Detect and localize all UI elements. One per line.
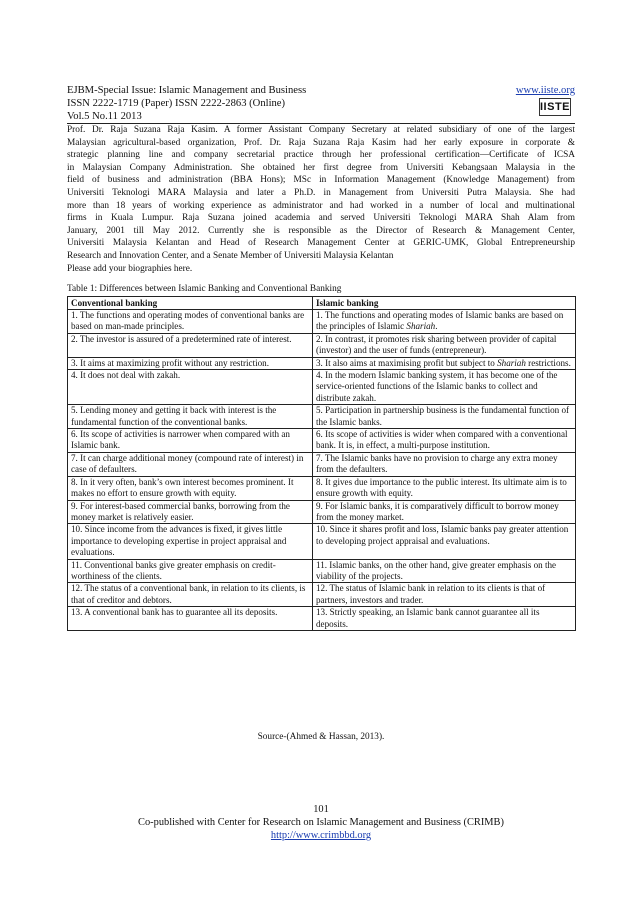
cell-conventional: 10. Since income from the advances is fixed, it gives little importance to developing expertise in project appraisal and evaluations.: [68, 524, 313, 559]
table-row: [68, 370, 576, 405]
cell-islamic: [313, 559, 576, 583]
cell-islamic: [313, 429, 576, 453]
table-row: [68, 310, 576, 334]
journal-title: EJBM-Special Issue: Islamic Management and Business: [67, 85, 307, 96]
table-row: [68, 500, 576, 524]
table-row: [68, 333, 576, 357]
cell-conventional: 3. It aims at maximizing profit without any restriction.: [68, 357, 313, 369]
cell-islamic-text: 2. In contrast, it promotes risk sharing between provider of capital (investor) and the user of funds (entrepreneur).: [316, 333, 557, 356]
cell-islamic: [313, 607, 576, 631]
bio-line: Malaysian agricultural-based organization, Prof. Dr. Raja Suzana Raja Kasim had her early exposure in corporate &: [67, 137, 575, 148]
cell-islamic: [313, 476, 576, 500]
cell-islamic: [313, 333, 576, 357]
cell-islamic-text: 9. For Islamic banks, it is comparatively difficult to borrow money from the money market.: [316, 500, 559, 522]
author-biography: [67, 124, 575, 275]
cell-islamic-text: 11. Islamic banks, on the other hand, give greater emphasis on the viability of the projects.: [316, 559, 557, 581]
copublished-note: Co-published with Center for Research on Islamic Management and Business (CRIMB): [138, 817, 504, 828]
table-row: [68, 524, 576, 559]
table-row: [68, 559, 576, 583]
header-conventional: Conventional banking: [68, 297, 313, 310]
comparison-table: [67, 296, 576, 631]
shariah-term: Shariah: [497, 357, 526, 368]
header-islamic: Islamic banking: [313, 297, 576, 310]
bio-line: January, 2001 till May 2012. Currently she is responsible as the Director of Research & Management Center,: [67, 225, 575, 236]
cell-islamic-text: 7. The Islamic banks have no provision to charge any extra money from the defaulters.: [316, 452, 558, 475]
bio-line: field of business and administration (BBA Hons); MSc in Information Management (Knowledge Management) from: [67, 175, 575, 186]
cell-conventional: 7. It can charge additional money (compound rate of interest) in case of defaulters.: [68, 452, 313, 476]
cell-islamic-text: 6. Its scope of activities is wider when compared with a conventional bank. It is, in effect, a multi-purpose institution.: [316, 429, 568, 451]
bio-line: in Malaysian Company Administration. She obtained her first degree from Universiti Kebangsaan Malaysia in the: [67, 162, 575, 173]
page-footer: [67, 803, 575, 842]
cell-conventional: 12. The status of a conventional bank, in relation to its clients, is that of creditor and debtors.: [68, 583, 313, 607]
bio-line: Please add your biographies here.: [67, 263, 193, 274]
cell-islamic: [313, 452, 576, 476]
cell-conventional: 2. The investor is assured of a predetermined rate of interest.: [68, 333, 313, 357]
bio-line: Universiti Malaysia Kelantan and Head of Research Management Center at GERIC-UMK, Global Entrepreneurship: [67, 238, 575, 249]
cell-islamic: [313, 357, 576, 369]
cell-conventional: 9. For interest-based commercial banks, borrowing from the money market is relatively easier.: [68, 500, 313, 524]
table-row: [68, 405, 576, 429]
bio-line: Prof. Dr. Raja Suzana Raja Kasim. A former Assistant Company Secretary at related subsidiary of one of the largest: [67, 125, 575, 135]
cell-islamic-text: 10. Since it shares profit and loss, Islamic banks pay greater attention to developing project appraisal and evaluations.: [316, 524, 569, 546]
cell-islamic: [313, 583, 576, 607]
crimb-link[interactable]: http://www.crimbbd.org: [270, 830, 372, 841]
shariah-term: Shariah: [406, 321, 436, 332]
bio-line: Universiti Teknologi MARA Malaysia and later a Ph.D. in Management from Universiti Putra Malaysia. She had: [67, 187, 575, 198]
cell-conventional: 4. It does not deal with zakah.: [68, 370, 313, 405]
cell-islamic-text: 5. Participation in partnership business is the fundamental function of the Islamic banks.: [316, 405, 570, 427]
cell-conventional: 13. A conventional bank has to guarantee all its deposits.: [68, 607, 313, 631]
cell-islamic-text: 13. Strictly speaking, an Islamic bank cannot guarantee all its deposits.: [316, 607, 540, 629]
cell-islamic-text: 4. In the modern Islamic banking system, it has become one of the service-oriented functions of the Islamic banks to collect and distribute zakah.: [316, 370, 558, 403]
cell-islamic-text: 8. It gives due importance to the public interest. Its ultimate aim is to ensure growth with equity.: [316, 476, 567, 499]
page-number: 101: [313, 804, 329, 815]
cell-islamic-text: 12. The status of Islamic bank in relation to its clients is that of partners, investors and trader.: [316, 583, 546, 605]
cell-islamic: [313, 370, 576, 405]
cell-conventional: 11. Conventional banks give greater emphasis on credit-worthiness of the clients.: [68, 559, 313, 583]
cell-islamic: [313, 524, 576, 559]
bio-line: strategic planning line and company secretarial practice through her professional certification—Certificate of ICSA: [67, 150, 575, 161]
table-source: Source-(Ahmed & Hassan, 2013).: [257, 732, 385, 742]
volume-line: Vol.5 No.11 2013: [67, 111, 142, 122]
table-row: [68, 476, 576, 500]
table-row: [68, 607, 576, 631]
page-header: [67, 84, 575, 123]
cell-islamic-tail: .: [435, 321, 438, 332]
table-row: [68, 357, 576, 369]
cell-conventional: 1. The functions and operating modes of conventional banks are based on man-made principles.: [68, 310, 313, 334]
iiste-logo: IISTE: [539, 98, 571, 116]
bio-line: firms in Kuala Lumpur. Raja Suzana joined academia and served Universiti Teknologi MARA Shah Alam from: [67, 213, 575, 224]
cell-islamic: [313, 500, 576, 524]
table-row: [68, 452, 576, 476]
cell-islamic-text: 1. The functions and operating modes of Islamic banks are based on the principles of Islamic: [316, 310, 564, 332]
table-body: [68, 310, 576, 631]
table-row: [68, 429, 576, 453]
bio-line: Research and Innovation Center, and a Senate Member of Universiti Malaysia Kelantan: [67, 250, 394, 261]
cell-conventional: 5. Lending money and getting it back with interest is the fundamental function of the conventional banks.: [68, 405, 313, 429]
table-header-row: [68, 297, 576, 310]
journal-url-link[interactable]: www.iiste.org: [515, 85, 575, 96]
table-row: [68, 583, 576, 607]
cell-islamic-tail: restrictions.: [525, 357, 571, 368]
cell-conventional: 8. In it very often, bank’s own interest becomes prominent. It makes no effort to ensure growth with equity.: [68, 476, 313, 500]
cell-islamic: [313, 405, 576, 429]
cell-islamic-text: 3. It also aims at maximising profit but subject to: [316, 357, 498, 368]
table-caption: Table 1: Differences between Islamic Banking and Conventional Banking: [67, 284, 342, 294]
cell-islamic: [313, 310, 576, 334]
cell-conventional: 6. Its scope of activities is narrower when compared with an Islamic bank.: [68, 429, 313, 453]
bio-line: more than 18 years of working experience as administrator and had worked in a number of local and multinational: [67, 200, 575, 211]
issn-line: ISSN 2222-1719 (Paper) ISSN 2222-2863 (Online): [67, 98, 286, 109]
